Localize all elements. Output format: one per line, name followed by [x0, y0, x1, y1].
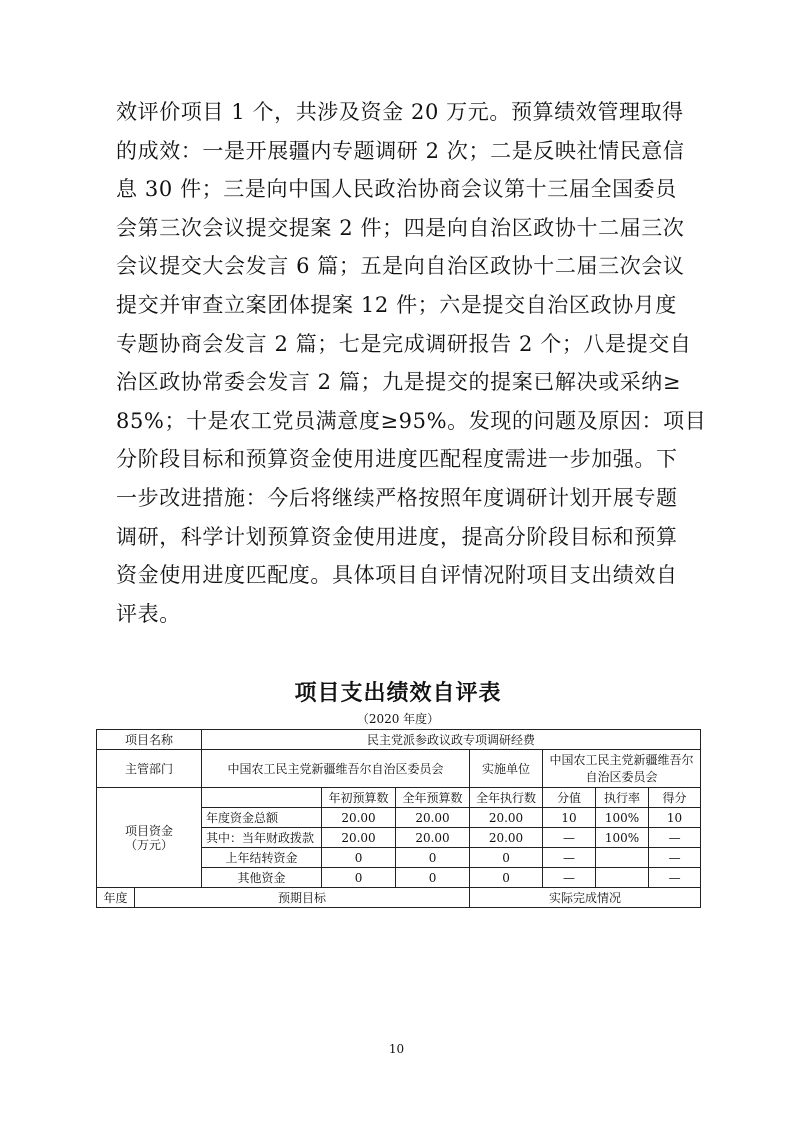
header-initial-budget: 年初预算数 — [322, 788, 396, 808]
fund-score: — — [649, 828, 701, 848]
table-row — [97, 888, 701, 908]
fund-executed: 20.00 — [470, 828, 543, 848]
header-score-value: 分值 — [543, 788, 596, 808]
funds-label-line2: （万元） — [125, 837, 174, 852]
fund-initial: 0 — [322, 848, 396, 868]
fund-row-label: 其他资金 — [202, 868, 322, 888]
table-subtitle: （2020 年度） — [356, 712, 440, 726]
funds-label — [97, 788, 202, 888]
table-row — [97, 750, 701, 788]
paragraph-line: 提交并审查立案团体提案 12 件；六是提交自治区政协月度 — [116, 292, 677, 317]
table-row — [97, 730, 701, 750]
year-label: 年度 — [97, 888, 135, 908]
funds-label-line1: 项目资金 — [125, 823, 174, 838]
fund-initial: 0 — [322, 868, 396, 888]
fund-score-value: — — [543, 828, 596, 848]
paragraph-line: 会第三次会议提交提案 2 件；四是向自治区政协十二届三次 — [116, 215, 685, 240]
fund-score-value: 10 — [543, 808, 596, 828]
fund-initial: 20.00 — [322, 828, 396, 848]
paragraph-line: 会议提交大会发言 6 篇；五是向自治区政协十二届三次会议 — [116, 254, 685, 279]
header-execution-rate: 执行率 — [596, 788, 649, 808]
page-number: 10 — [388, 1042, 405, 1056]
fund-executed: 0 — [470, 848, 543, 868]
paragraph-line: 专题协商会发言 2 篇；七是完成调研报告 2 个；八是提交自 — [116, 331, 692, 356]
table-row — [97, 788, 701, 808]
fund-rate — [596, 848, 649, 868]
paragraph-line: 效评价项目 1 个，共涉及资金 20 万元。预算绩效管理取得 — [116, 100, 684, 124]
dept-label: 主管部门 — [97, 750, 202, 788]
paragraph-line: 调研，科学计划预算资金使用进度，提高分阶段目标和预算 — [116, 524, 678, 549]
fund-score: 10 — [649, 808, 701, 828]
paragraph-line: 息 30 件；三是向中国人民政治协商会议第十三届全国委员 — [116, 177, 677, 202]
header-annual-executed: 全年执行数 — [470, 788, 543, 808]
fund-annual: 20.00 — [396, 808, 470, 828]
actual-completion-label: 实际完成情况 — [470, 888, 701, 908]
paragraph-line: 评表。 — [116, 601, 181, 626]
dept-value: 中国农工民主党新疆维吾尔自治区委员会 — [202, 750, 470, 788]
paragraph-line: 资金使用进度匹配度。具体项目自评情况附项目支出绩效自 — [116, 563, 678, 588]
fund-annual: 0 — [396, 848, 470, 868]
fund-row-label: 年度资金总额 — [202, 808, 322, 828]
paragraph-line: 的成效：一是开展疆内专题调研 2 次；二是反映社情民意信 — [116, 138, 685, 163]
header-blank — [202, 788, 322, 808]
header-score: 得分 — [649, 788, 701, 808]
fund-rate — [596, 868, 649, 888]
fund-score-value: — — [543, 868, 596, 888]
fund-score-value: — — [543, 848, 596, 868]
body-paragraph — [116, 93, 707, 633]
paragraph-line: 一步改进措施：今后将继续严格按照年度调研计划开展专题 — [116, 485, 678, 510]
fund-executed: 0 — [470, 868, 543, 888]
paragraph-line: 治区政协常委会发言 2 篇；九是提交的提案已解决或采纳≥ — [116, 370, 682, 395]
performance-table — [96, 729, 701, 908]
fund-executed: 20.00 — [470, 808, 543, 828]
fund-initial: 20.00 — [322, 808, 396, 828]
fund-score: — — [649, 868, 701, 888]
table-title: 项目支出绩效自评表 — [294, 681, 502, 706]
fund-annual: 20.00 — [396, 828, 470, 848]
paragraph-line: 分阶段目标和预算资金使用进度匹配程度需进一步加强。下 — [116, 447, 678, 472]
project-name-value: 民主党派参政议政专项调研经费 — [202, 730, 701, 750]
impl-value: 中国农工民主党新疆维吾尔自治区委员会 — [543, 750, 701, 788]
fund-rate: 100% — [596, 808, 649, 828]
fund-annual: 0 — [396, 868, 470, 888]
impl-label: 实施单位 — [470, 750, 543, 788]
fund-rate: 100% — [596, 828, 649, 848]
fund-row-label: 其中：当年财政拨款 — [202, 828, 322, 848]
paragraph-line: 85%；十是农工党员满意度≥95%。发现的问题及原因：项目 — [116, 408, 707, 433]
fund-row-label: 上年结转资金 — [202, 848, 322, 868]
header-annual-budget: 全年预算数 — [396, 788, 470, 808]
expected-goal-label: 预期目标 — [135, 888, 470, 908]
fund-score: — — [649, 848, 701, 868]
project-name-label: 项目名称 — [97, 730, 202, 750]
